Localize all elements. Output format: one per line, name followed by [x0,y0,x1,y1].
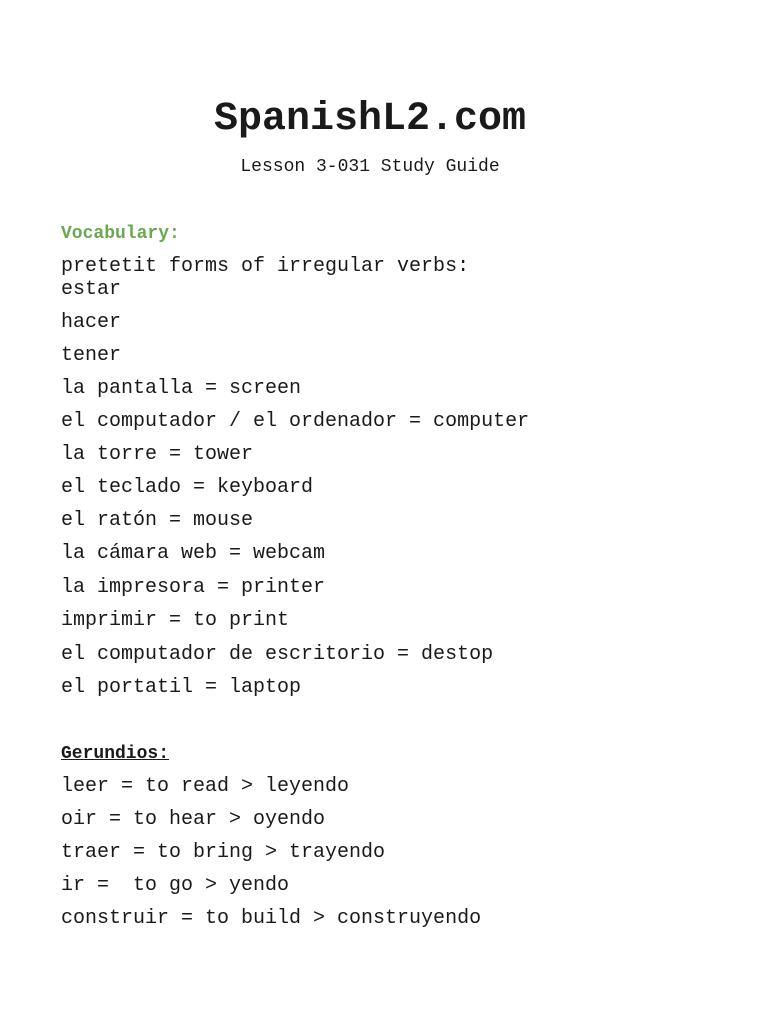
gerund-item: traer = to bring > trayendo [61,841,386,864]
vocab-item: la impresora = printer [61,576,326,599]
vocab-item: tener [61,344,122,367]
vocab-item: el computador de escritorio = destop [61,643,494,666]
vocab-item: el computador / el ordenador = computer [61,410,530,433]
vocabulary-intro: pretetit forms of irregular verbs: [61,255,470,278]
vocab-item: la cámara web = webcam [61,542,326,565]
vocab-item: hacer [61,311,122,334]
lesson-subtitle: Lesson 3-031 Study Guide [240,157,500,177]
vocabulary-heading: Vocabulary: [61,224,180,244]
vocab-item: la torre = tower [61,443,254,466]
gerund-item: construir = to build > construyendo [61,907,482,930]
vocab-item: la pantalla = screen [61,377,302,400]
gerund-item: leer = to read > leyendo [61,775,350,798]
vocab-item: el teclado = keyboard [61,476,314,499]
gerund-item: ir = to go > yendo [61,874,290,897]
gerund-item: oir = to hear > oyendo [61,808,326,831]
vocab-item: el portatil = laptop [61,676,302,699]
vocab-item: estar [61,278,122,301]
vocab-item: el ratón = mouse [61,509,254,532]
gerunds-heading: Gerundios: [61,744,170,764]
site-title: SpanishL2.com [213,97,527,142]
vocab-item: imprimir = to print [61,609,290,632]
